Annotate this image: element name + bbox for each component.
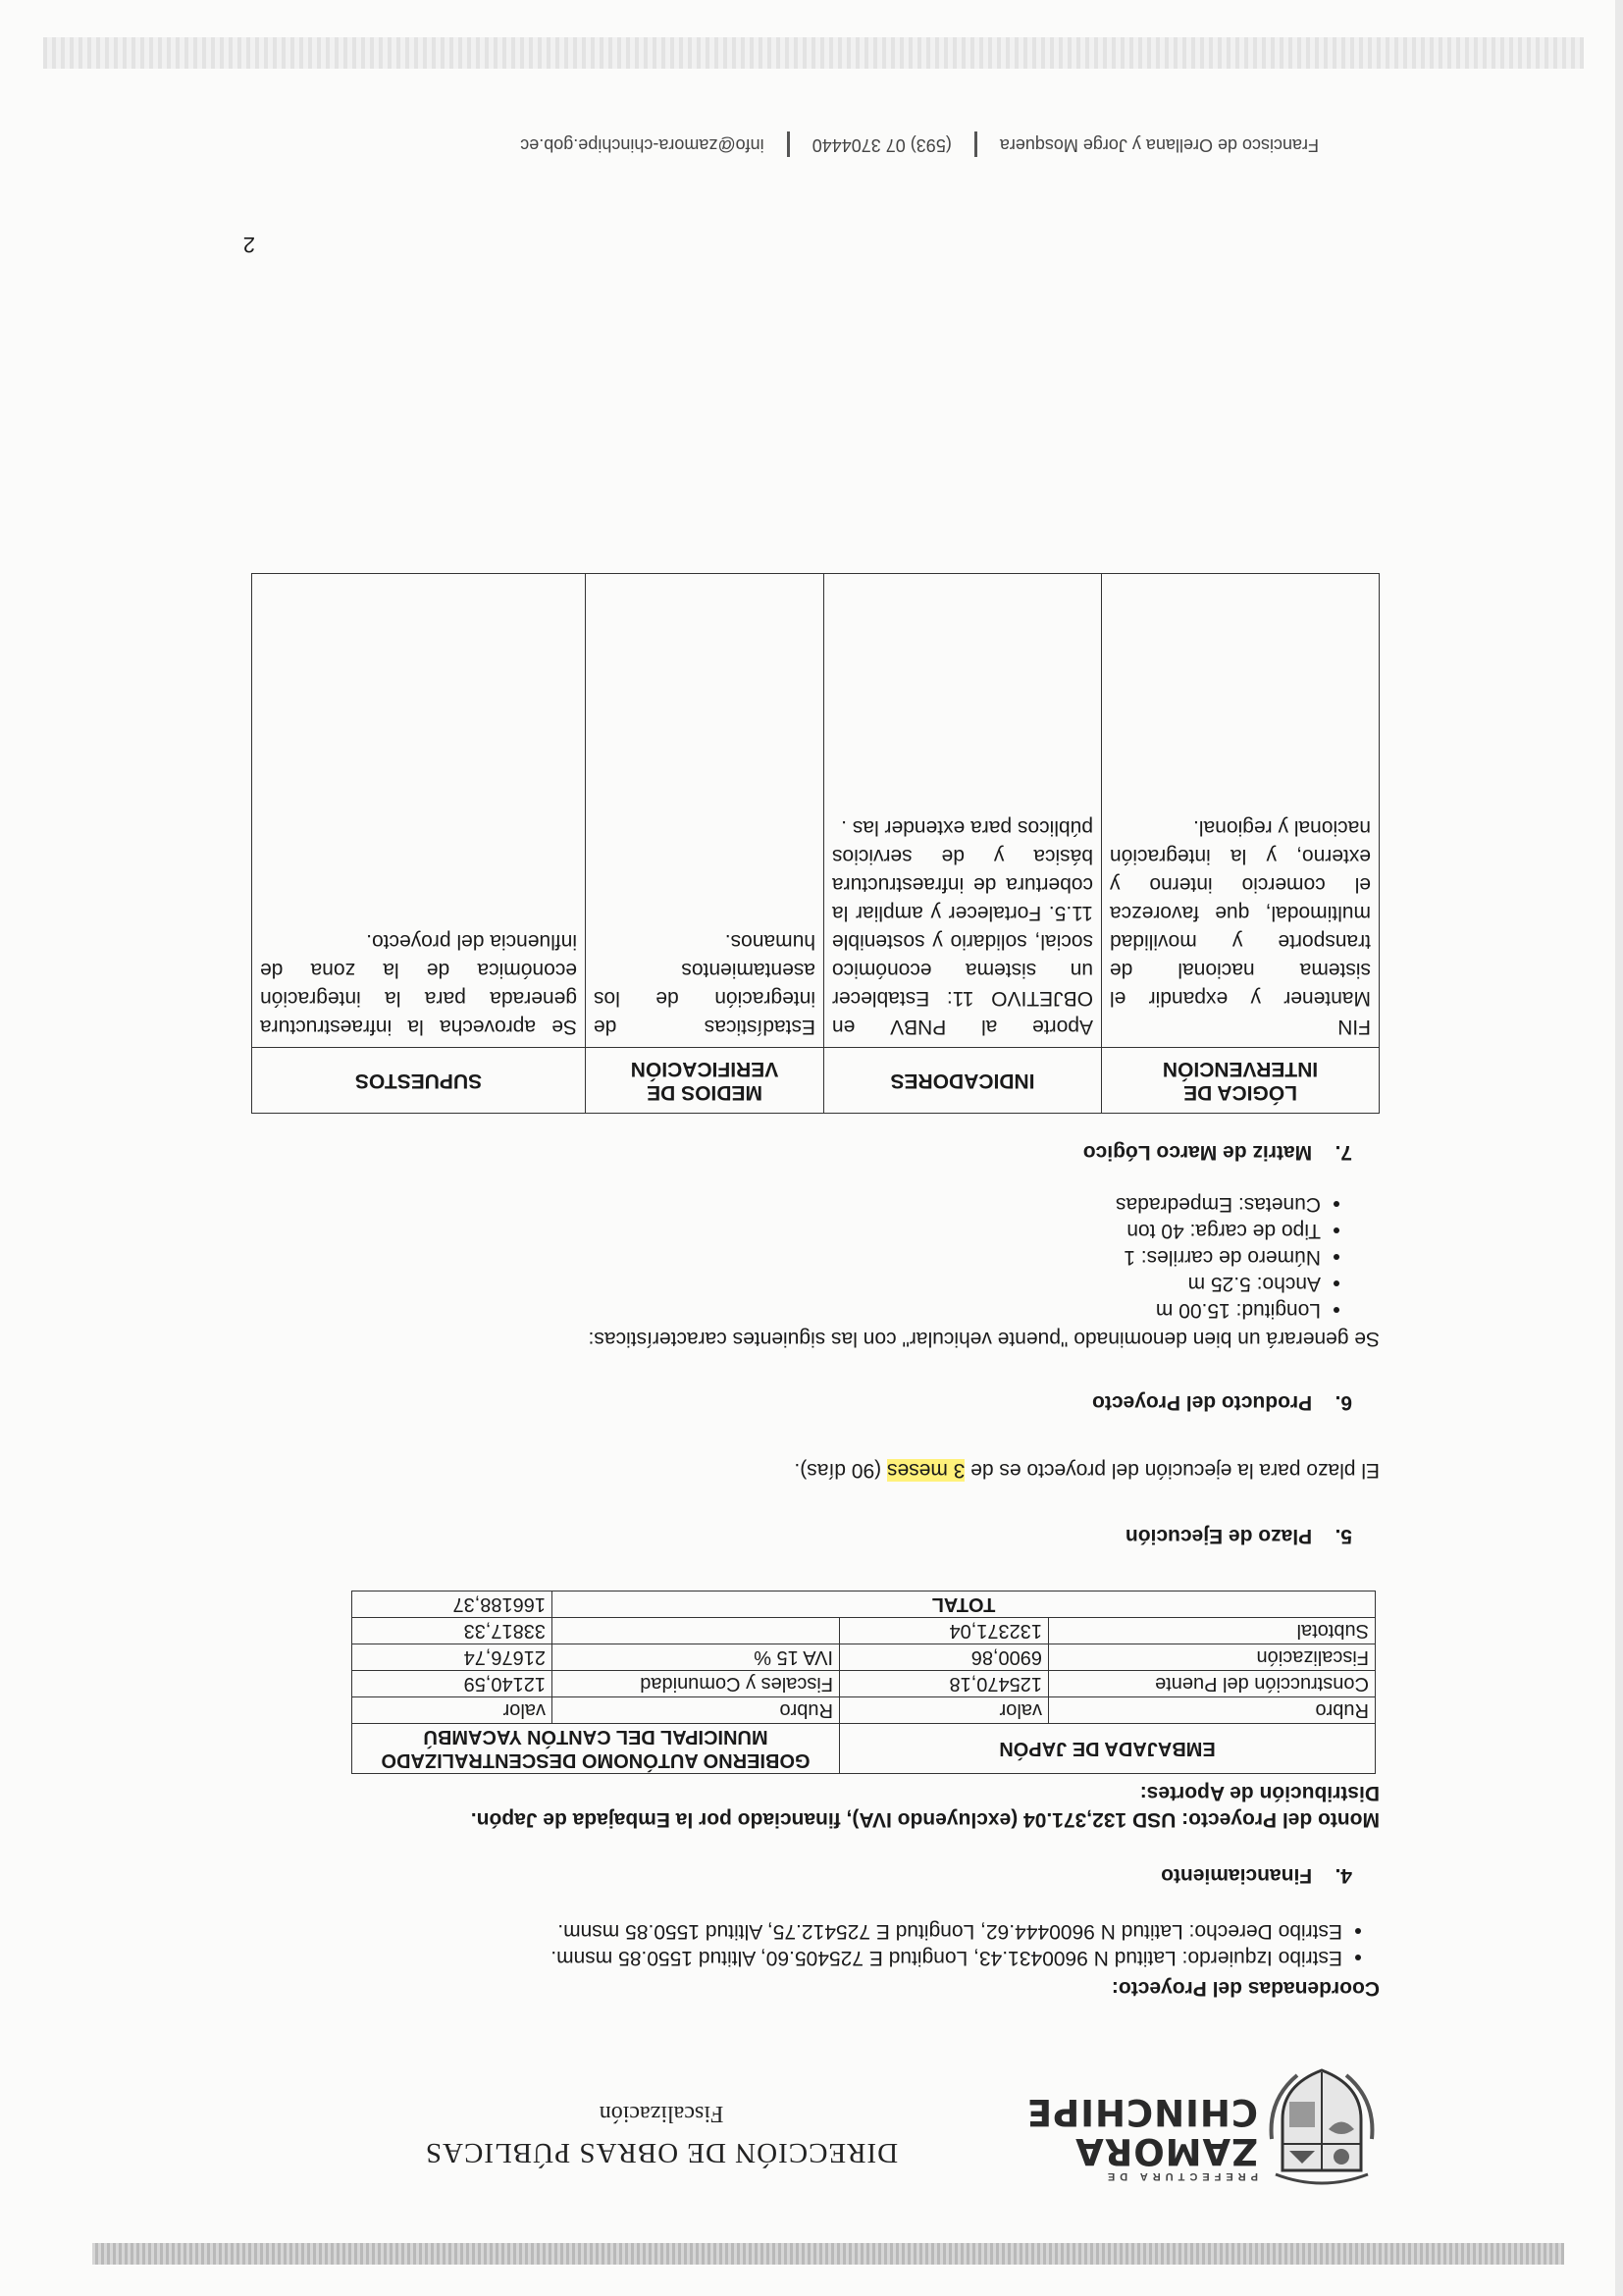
page-number: 2: [242, 233, 255, 257]
department-heading: [367, 2100, 956, 2168]
table-row: [352, 1644, 1376, 1671]
list-item: • Longitud: 15.00 m: [241, 1297, 1321, 1324]
list-item: • Tipo de carga: 40 ton: [241, 1218, 1321, 1244]
producto-list: [241, 1191, 1380, 1324]
prefectura-logo: [993, 2061, 1376, 2188]
section-title: Financiamiento: [1161, 1864, 1313, 1887]
table-cell: 21676,74: [352, 1644, 552, 1671]
footer-address: Francisco de Orellana y Jorge Mosquera: [999, 135, 1319, 156]
total-value: 166188,37: [352, 1592, 552, 1618]
table-cell: Fiscales y Comunidad: [552, 1671, 840, 1697]
total-label: TOTAL: [552, 1592, 1376, 1618]
coordinates-title: Coordenadas del Proyecto:: [1111, 1977, 1380, 2000]
scan-edge: [1615, 0, 1623, 2296]
logo-line2: CHINCHIPE: [1025, 2091, 1258, 2133]
logo-small-text: PREFECTURA DE: [1102, 2170, 1258, 2182]
plazo-text: [241, 1457, 1380, 1484]
medios-cell: Estadísticas de integración de los asentamientos humanos.: [586, 574, 824, 1048]
table-row: [352, 1671, 1376, 1697]
header-logica: LÓGICA DE INTERVENCIÓN: [1102, 1048, 1380, 1114]
footer-phone: (593) 07 3704440: [812, 135, 952, 156]
logo-text: [1026, 2092, 1258, 2182]
coordinates-list: [241, 1918, 1380, 1971]
subheader-cell: Rubro: [1049, 1697, 1376, 1724]
department-subtitle: Fiscalización: [599, 2101, 724, 2126]
section-number: 4.: [1335, 1864, 1352, 1887]
logica-text: Mantener y expandir el sistema nacional de transporte y movilidad multimodal, que favorezca el comercio interno y externo, y la integración nacional y regional.: [1110, 816, 1371, 1010]
producto-intro: Se generará un bien denominado "puente vehicular" con las siguientes características:: [588, 1328, 1380, 1350]
logical-framework-table: [251, 573, 1380, 1114]
table-cell: IVA 15 %: [552, 1644, 840, 1671]
department-title: DIRECCIÓN DE OBRAS PÚBLICAS: [424, 2137, 899, 2168]
marco-heading: [241, 1139, 1352, 1166]
table-row: [352, 1618, 1376, 1644]
header-medios: MEDIOS DE VERIFICACIÓN: [586, 1048, 824, 1114]
footer-separator: [974, 131, 977, 157]
indicadores-cell: Aporte al PNBV en OBJETIVO 11: Establecer un sistema económico social, solidario y sostenible 11.5. Fortalecer y ampliar la cobertura de infraestructura básica y de servicios públicos para extender las .: [824, 574, 1102, 1048]
list-item: • Estribo Derecho: Latitud N 9600444.62, Longitud E 725412.75, Altitud 1550.85 msnm.: [241, 1918, 1342, 1945]
fin-label: FIN: [1337, 1016, 1371, 1038]
financing-heading: [241, 1862, 1352, 1889]
plazo-text-after: (90 días).: [794, 1459, 888, 1482]
table-row: [352, 1592, 1376, 1618]
table-cell: 33817,33: [352, 1618, 552, 1644]
table-cell: 6900,86: [840, 1644, 1049, 1671]
footer-separator: [787, 131, 790, 157]
col-gad-header: GOBIERNO AUTÓNOMO DESCENTRALIZADO MUNICIPAL DEL CANTÓN YACAMBÚ: [352, 1724, 840, 1774]
footer: [298, 131, 1319, 157]
col-japan-header: EMBAJADA DE JAPÓN: [840, 1724, 1376, 1774]
logica-cell: [1102, 574, 1380, 1048]
financing-table: [351, 1591, 1376, 1774]
table-cell: 12140,59: [352, 1671, 552, 1697]
list-item: • Número de carriles: 1: [241, 1244, 1321, 1271]
section-title: Plazo de Ejecución: [1125, 1525, 1313, 1547]
table-cell: 125470,18: [840, 1671, 1049, 1697]
scan-band-top: [92, 2243, 1564, 2265]
subheader-cell: Rubro: [552, 1697, 840, 1724]
table-cell: Subtotal: [1049, 1618, 1376, 1644]
header-supuestos: SUPUESTOS: [252, 1048, 586, 1114]
section-number: 6.: [1335, 1391, 1352, 1414]
list-item: • Cunetas: Empedradas: [241, 1191, 1321, 1218]
crest-icon: [1268, 2065, 1376, 2188]
table-cell: [552, 1618, 840, 1644]
highlighted-duration: 3 meses: [887, 1459, 966, 1482]
table-cell: 132371,04: [840, 1618, 1049, 1644]
list-item: • Estribo Izquierdo: Latitud N 9600431.43, Longitud E 725405.60, Altitud 1550.85 msnm.: [241, 1945, 1342, 1971]
subheader-cell: valor: [840, 1697, 1049, 1724]
header-indicadores: INDICADORES: [824, 1048, 1102, 1114]
table-cell: Construcción del Puente: [1049, 1671, 1376, 1697]
financing-amount: Monto del Proyecto: USD 132,371.04 (excluyendo IVA), financiado por la Embajada de Japón.: [470, 1808, 1380, 1831]
document-body: [241, 573, 1380, 2002]
table-row: [252, 574, 1380, 1048]
section-title: Matriz de Marco Lógico: [1082, 1141, 1313, 1164]
logo-line1: ZAMORA: [1074, 2130, 1258, 2172]
section-number: 5.: [1335, 1525, 1352, 1547]
scan-band-bottom: [43, 37, 1584, 69]
distribution-title: Distribución de Aportes:: [1139, 1782, 1380, 1804]
supuestos-cell: Se aprovecha la infraestructura generada para la integración económica de la zona de influencia del proyecto.: [252, 574, 586, 1048]
producto-heading: [241, 1389, 1352, 1416]
section-title: Producto del Proyecto: [1092, 1391, 1313, 1414]
plazo-text-before: El plazo para la ejecución del proyecto es de: [965, 1459, 1380, 1482]
subheader-cell: valor: [352, 1697, 552, 1724]
table-cell: Fiscalización: [1049, 1644, 1376, 1671]
footer-email: info@zamora-chinchipe.gob.ec: [520, 135, 764, 156]
list-item: • Ancho: 5.25 m: [241, 1271, 1321, 1297]
section-number: 7.: [1335, 1141, 1352, 1164]
plazo-heading: [241, 1523, 1352, 1549]
